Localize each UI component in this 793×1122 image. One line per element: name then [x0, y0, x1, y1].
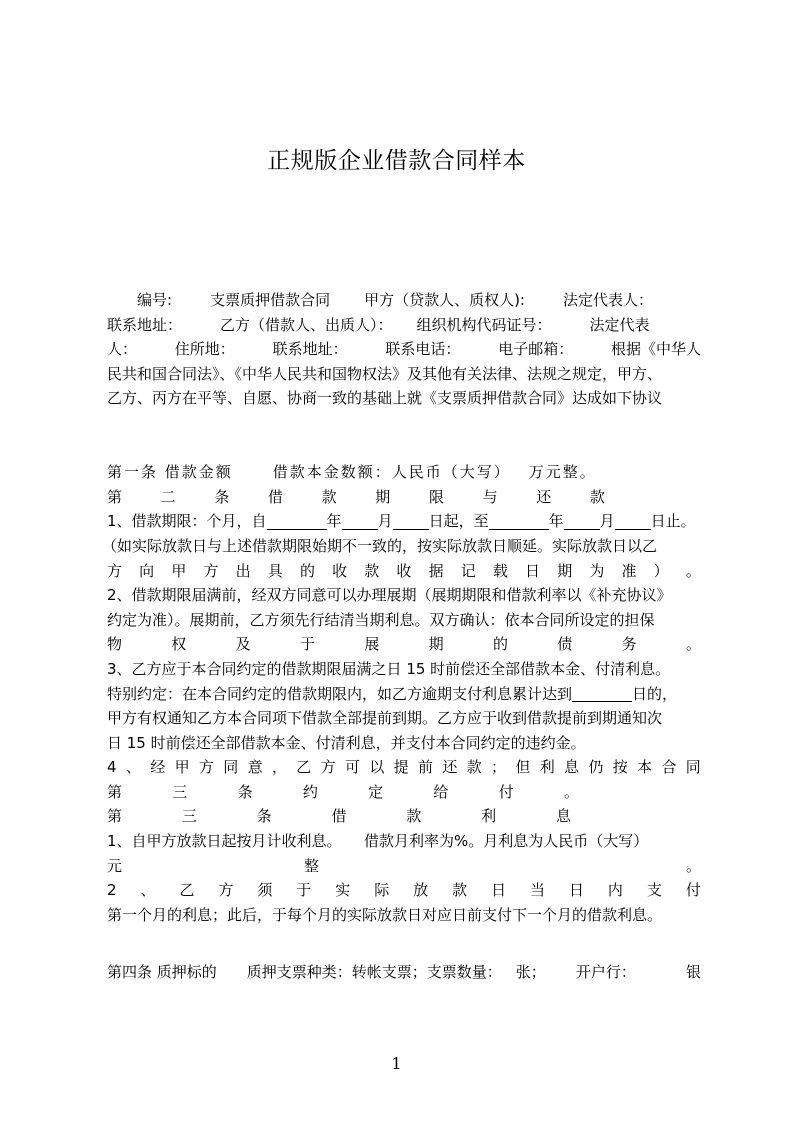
text-span: 前 — [418, 758, 434, 777]
text-span: 、 — [125, 758, 141, 777]
article-4-line — [107, 960, 701, 985]
document-title: 正规版企业借款合同样本 — [267, 148, 526, 174]
label-serial-number: 编号: — [107, 291, 173, 309]
text-span: 整 — [304, 856, 320, 875]
text-span: ； — [491, 758, 507, 777]
text-span: 同 — [223, 758, 239, 777]
text-span: 款 — [321, 487, 337, 506]
text-span: 三 — [172, 782, 188, 801]
text-span: 联系地址： — [272, 340, 348, 359]
text-span: 际 — [374, 881, 390, 900]
text-span: 人： — [107, 340, 138, 359]
text-span: ， — [271, 758, 287, 777]
text-span: 于 — [299, 635, 315, 654]
text-span: 载 — [492, 561, 508, 580]
text-span: 甲 — [171, 561, 187, 580]
text-span: 特别约定：在本合同约定的借款期限内，如乙方逾期支付利息累计达到 — [107, 684, 573, 703]
text-span: 日的， — [632, 684, 678, 703]
header-line-2 — [107, 313, 701, 338]
text-span: 定 — [368, 782, 384, 801]
party-b-label: 乙方（借款人、出质人）： — [220, 315, 393, 334]
text-span: 方 — [203, 561, 219, 580]
text-span: 日止。 — [650, 512, 696, 531]
repayment-line-2: 甲方有权通知乙方本合同项下借款全部提前到期。乙方应于收到借款提前到期通知次 — [107, 709, 663, 728]
preamble-line-2: 乙方、丙方在平等、自愿、协商一致的基础上就《支票质押借款合同》达成如下协议 — [107, 389, 663, 408]
contract-name: 支票质押借款合同 — [210, 291, 331, 309]
preamble-line-1: 民共和国合同法》、《中华人民共和国物权法》及其他有关法律、法规之规定，甲方、 — [107, 364, 663, 383]
header-line-1 — [107, 288, 701, 313]
cheque-count-unit: 张； — [515, 963, 546, 982]
text-span: 的 — [492, 635, 508, 654]
contract-body — [102, 288, 701, 985]
article-3-heading — [107, 804, 701, 829]
early-repayment-line-2 — [107, 780, 701, 805]
text-span: 物 — [107, 635, 123, 654]
text-span: 出 — [235, 561, 251, 580]
party-a-label: 甲方（贷款人、质权人): — [364, 291, 525, 309]
text-span: 以 — [369, 758, 385, 777]
early-repayment-line — [107, 755, 701, 780]
loan-term-note-2 — [107, 559, 701, 584]
text-span: 条 — [214, 487, 230, 506]
text-span: 给 — [433, 782, 449, 801]
repayment-line-1: 3、乙方应于本合同约定的借款期限届满之日 15 时前偿还全部借款本金、付清利息。 — [107, 659, 671, 678]
interest-line-1: 1、自甲方放款日起按月计收利息。 借款月利率为%。月利息为人民币（大写） — [107, 832, 649, 851]
text-span: ） — [653, 561, 669, 580]
text-span: 。 — [685, 561, 701, 580]
cheque-type-label: 质押支票种类：转帐支票；支票数量： — [246, 963, 502, 982]
text-span: 日 — [491, 881, 507, 900]
text-span: 意 — [247, 758, 263, 777]
legal-rep-label-2: 法定代表 — [589, 315, 650, 334]
spacer — [107, 411, 701, 436]
text-span: 第 — [107, 807, 123, 826]
text-span: 据 — [428, 561, 444, 580]
text-span: 支 — [646, 881, 662, 900]
article-4-heading: 第四条 质押标的 — [107, 963, 217, 982]
text-span: 收 — [396, 561, 412, 580]
text-span: 期 — [375, 487, 391, 506]
text-span: 于 — [296, 881, 312, 900]
text-span: 4 — [107, 758, 117, 777]
text-span: 日 — [525, 561, 541, 580]
text-span: 实 — [335, 881, 351, 900]
blank-year-end — [489, 514, 549, 530]
text-span: 二 — [160, 487, 176, 506]
text-span: 利 — [481, 807, 497, 826]
text-span: 期 — [557, 561, 573, 580]
text-span: 日起，至 — [428, 512, 489, 531]
blank-day-end — [615, 514, 651, 530]
blank-month-end — [564, 514, 600, 530]
legal-rep-label: 法定代表人： — [563, 291, 654, 309]
text-span: 联系电话： — [385, 340, 461, 359]
bank-label: 开户行： — [575, 963, 636, 982]
interest-line-2 — [107, 854, 701, 879]
text-span: 仍 — [588, 758, 604, 777]
text-span: 款 — [466, 758, 482, 777]
text-span: 电子邮箱： — [498, 340, 574, 359]
text-span: 同 — [685, 758, 701, 777]
text-span: 方 — [320, 758, 336, 777]
text-span: 第 — [107, 487, 123, 506]
text-span: 。 — [685, 635, 701, 654]
spacer — [107, 436, 701, 461]
text-span: 款 — [406, 807, 422, 826]
text-span: 权 — [171, 635, 187, 654]
text-span: 限 — [428, 487, 444, 506]
text-span: 与 — [482, 487, 498, 506]
text-span: 月 — [599, 512, 615, 531]
text-span: 期 — [428, 635, 444, 654]
blank-overdue-days — [572, 686, 632, 702]
text-span: 年 — [548, 512, 564, 531]
interest-payment-line-1 — [107, 878, 701, 903]
blank-month-start — [342, 514, 378, 530]
text-span: 年 — [326, 512, 342, 531]
text-span: 还 — [536, 487, 552, 506]
contact-address-label: 联系地址： — [107, 315, 183, 334]
text-span: 准 — [621, 561, 637, 580]
text-span: 记 — [460, 561, 476, 580]
text-span: 乙 — [179, 881, 195, 900]
text-span: 月 — [377, 512, 393, 531]
page-number: 1 — [391, 1054, 402, 1073]
text-span: 2 — [107, 881, 117, 900]
text-span: 还 — [442, 758, 458, 777]
text-span: 借 — [331, 807, 347, 826]
text-span: 款 — [452, 881, 468, 900]
text-span: 内 — [607, 881, 623, 900]
text-span: 为 — [589, 561, 605, 580]
repayment-line-3: 日 15 时前偿还全部借款本金、付清利息，并支付本合同约定的违约金。 — [107, 733, 586, 752]
text-span: 住所地： — [174, 340, 235, 359]
text-span: 按 — [612, 758, 628, 777]
text-span: 合 — [661, 758, 677, 777]
text-span: 日 — [568, 881, 584, 900]
text-span: 经 — [150, 758, 166, 777]
loan-term-line — [107, 509, 701, 534]
text-span: 及 — [235, 635, 251, 654]
text-span: 三 — [181, 807, 197, 826]
loan-term-note-1: （如实际放款日与上述借款期限始期不一致的，按实际放款日顺延。实际放款日以乙 — [102, 536, 658, 555]
text-span: 款 — [364, 561, 380, 580]
principal-amount-label: 借款本金数额：人民币（大写） — [272, 463, 511, 482]
text-span: 款 — [589, 487, 605, 506]
text-span: 条 — [237, 782, 253, 801]
article-1-line — [107, 460, 701, 485]
amount-unit: 万元整。 — [528, 463, 597, 482]
text-span: 展 — [364, 635, 380, 654]
article-1-heading: 第一条 借款金额 — [107, 463, 233, 482]
text-span: 1、借款期限：个月，自 — [107, 512, 267, 531]
article-2-heading — [107, 485, 701, 510]
org-code-label: 组织机构代码证号： — [416, 315, 552, 334]
text-span: 提 — [393, 758, 409, 777]
extension-line-3 — [107, 632, 701, 657]
blank-day-start — [393, 514, 429, 530]
interest-payment-line-2: 第一个月的利息；此后，于每个月的实际放款日对应日前支付下一个月的借款利息。 — [107, 905, 663, 924]
text-span: 的 — [299, 561, 315, 580]
text-span: 方 — [198, 758, 214, 777]
header-line-3 — [107, 337, 701, 362]
text-span: 债 — [557, 635, 573, 654]
text-span: 收 — [332, 561, 348, 580]
text-span: 约 — [302, 782, 318, 801]
text-span: 条 — [256, 807, 272, 826]
text-span: 息 — [564, 758, 580, 777]
text-span: 第 — [107, 782, 123, 801]
text-span: 、 — [140, 881, 156, 900]
text-span: 方 — [218, 881, 234, 900]
text-span: 。 — [563, 782, 579, 801]
special-agreement-line — [107, 682, 701, 707]
text-span: 但 — [515, 758, 531, 777]
text-span: 元 — [107, 856, 123, 875]
text-span: 须 — [257, 881, 273, 900]
text-span: 付 — [685, 881, 701, 900]
text-span: 本 — [637, 758, 653, 777]
text-span: 利 — [539, 758, 555, 777]
text-span: 当 — [530, 881, 546, 900]
bank-value-partial: 银 — [685, 963, 701, 982]
text-span: 息 — [555, 807, 571, 826]
blank-year-start — [267, 514, 327, 530]
text-span: 向 — [139, 561, 155, 580]
text-span: 放 — [413, 881, 429, 900]
extension-line-2: 约定为准）。展期前，乙方须先行结清当期利息。双方确认：依本合同所设定的担保 — [107, 610, 655, 629]
text-span: 。 — [685, 856, 701, 875]
text-span: 甲 — [174, 758, 190, 777]
text-span: 务 — [621, 635, 637, 654]
text-span: 付 — [498, 782, 514, 801]
text-span: 具 — [267, 561, 283, 580]
text-span: 根据《中华人 — [610, 340, 701, 359]
text-span: 可 — [344, 758, 360, 777]
extension-line-1: 2、借款期限届满前，经双方同意可以办理展期（展期期限和借款利率以《补充协议》 — [107, 586, 672, 605]
text-span: 乙 — [296, 758, 312, 777]
spacer — [107, 927, 701, 952]
text-span: 方 — [107, 561, 123, 580]
text-span: 借 — [267, 487, 283, 506]
